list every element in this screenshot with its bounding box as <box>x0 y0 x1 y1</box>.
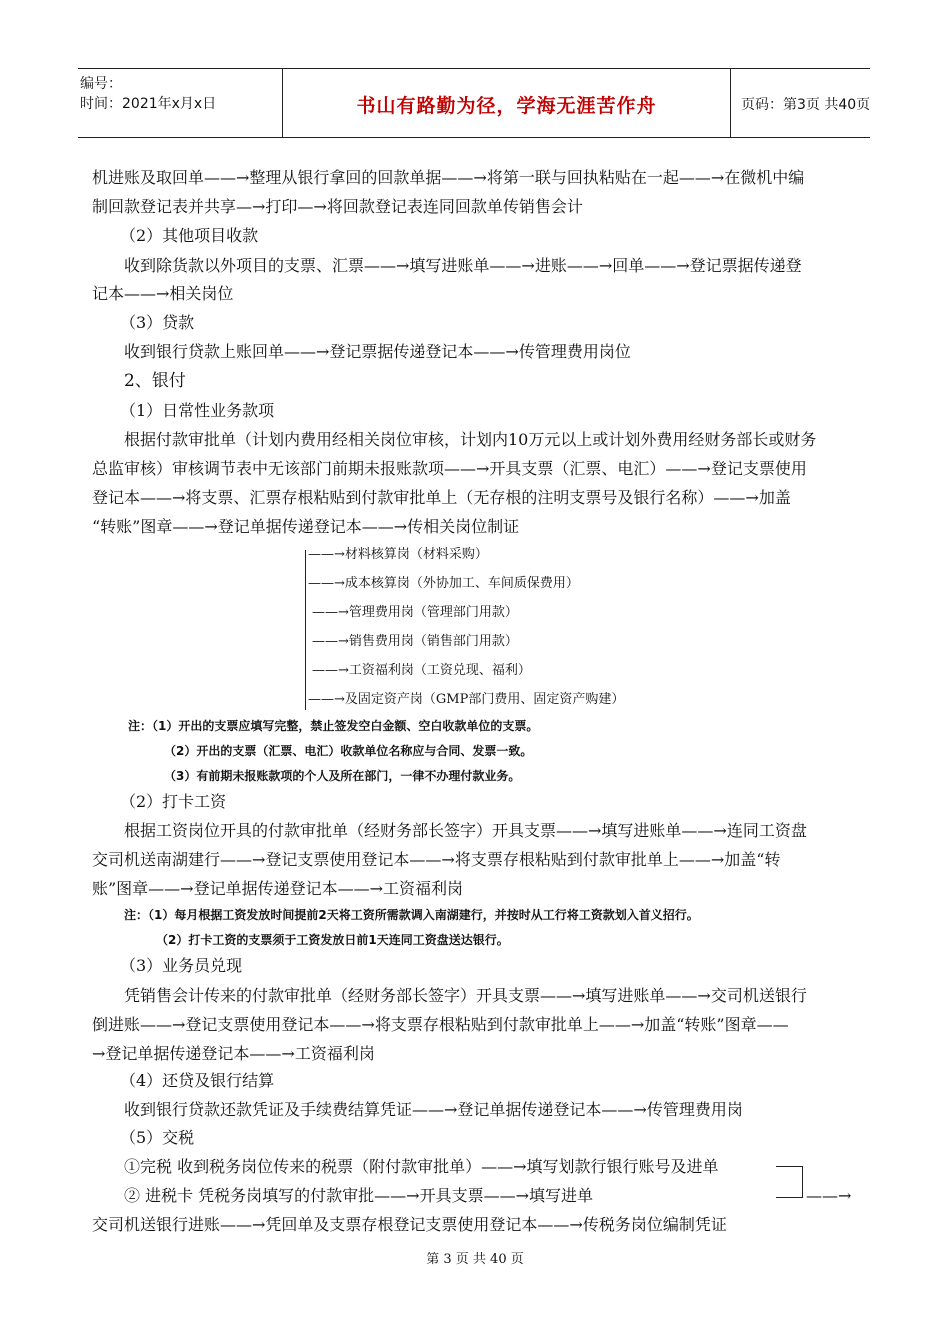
text-line: 倒进账——→登记支票使用登记本——→将支票存根粘贴到付款审批单上——→加盖“转账”图章—— <box>92 1015 789 1034</box>
text-line: 交司机送南湖建行——→登记支票使用登记本——→将支票存根粘贴到付款审批单上——→加盖“转 <box>92 850 781 869</box>
section-heading: （3）业务员兑现 <box>120 956 243 975</box>
text-line: 交司机送银行进账——→凭回单及支票存根登记支票使用登记本——→传税务岗位编制凭证 <box>92 1215 727 1234</box>
section-heading: （1）日常性业务款项 <box>120 401 275 420</box>
page-header <box>78 68 870 138</box>
text-line: 账”图章——→登记单据传递登记本——→工资福利岗 <box>92 879 463 898</box>
motto: 书山有路勤为径，学海无涯苦作舟 <box>356 95 657 117</box>
text-line: 记本——→相关岗位 <box>92 284 234 303</box>
text-line: 收到除货款以外项目的支票、汇票——→填写进账单——→进账——→回单——→登记票据传递登 <box>124 256 802 275</box>
section-heading: （2）其他项目收款 <box>120 226 259 245</box>
text-line: 收到银行贷款上账回单——→登记票据传递登记本——→传管理费用岗位 <box>124 342 631 361</box>
number-label: 编号： <box>80 76 122 92</box>
text-line: ①完税 收到税务岗位传来的税票（附付款审批单）——→填写划款行银行账号及进单 <box>124 1157 719 1176</box>
branch-item: ——→管理费用岗（管理部门用款） <box>312 605 518 620</box>
text-line: 凭销售会计传来的付款审批单（经财务部长签字）开具支票——→填写进账单——→交司机送银行 <box>124 986 807 1005</box>
branch-item: ——→成本核算岗（外协加工、车间质保费用） <box>308 576 579 591</box>
text-line: ② 进税卡 凭税务岗填写的付款审批——→开具支票——→填写进单 <box>124 1186 593 1205</box>
text-line: 机进账及取回单——→整理从银行拿回的回款单据——→将第一联与回执粘贴在一起——→在微机中编 <box>92 168 805 187</box>
branch-item: ——→销售费用岗（销售部门用款） <box>312 634 518 649</box>
note-line: 注：（1）开出的支票应填写完整，禁止签发空白金额、空白收款单位的支票。 <box>128 719 539 733</box>
text-line: 根据付款审批单（计划内费用经相关岗位审核，计划内10万元以上或计划外费用经财务部长或财务 <box>124 430 817 449</box>
note-line: （3）有前期未报账款项的个人及所在部门，一律不办理付款业务。 <box>164 769 521 783</box>
section-heading: （4）还贷及银行结算 <box>120 1071 275 1090</box>
note-line: 注：（1）每月根据工资发放时间提前2天将工资所需款调入南湖建行，并按时从工行将工资款划入首义招行。 <box>124 908 699 922</box>
page-label: 页码：第3页 共40页 <box>741 97 871 113</box>
text-line: 登记本——→将支票、汇票存根粘贴到付款审批单上（无存根的注明支票号及银行名称）——→加盖 <box>92 488 791 507</box>
header-motto-cell <box>283 69 731 137</box>
header-left-cell <box>78 69 283 137</box>
date-label: 时间：2021年x月x日 <box>80 96 217 112</box>
page-footer: 第 3 页 共 40 页 <box>426 1252 524 1267</box>
section-heading: （2）打卡工资 <box>120 792 227 811</box>
text-line: →登记单据传递登记本——→工资福利岗 <box>92 1044 375 1063</box>
text-line: “转账”图章——→登记单据传递登记本——→传相关岗位制证 <box>92 517 520 536</box>
section-heading: 2、银付 <box>124 371 186 391</box>
branch-item: ——→及固定资产岗（GMP部门费用、固定资产购建） <box>308 692 625 707</box>
section-heading: （3）贷款 <box>120 313 195 332</box>
text-line: 根据工资岗位开具的付款审批单（经财务部长签字）开具支票——→填写进账单——→连同工资盘 <box>124 821 807 840</box>
branch-item: ——→工资福利岗（工资兑现、福利） <box>312 663 531 678</box>
text-line: 总监审核）审核调节表中无该部门前期未报账款项——→开具支票（汇票、电汇）——→登记支票使用 <box>92 459 807 478</box>
tax-arrow: ——→ <box>806 1186 852 1205</box>
header-right-cell <box>731 69 870 137</box>
section-heading: （5）交税 <box>120 1128 195 1147</box>
text-line: 制回款登记表并共享—→打印—→将回款登记表连同回款单传销售会计 <box>92 197 583 216</box>
tax-bracket <box>776 1166 803 1198</box>
branch-item: ——→材料核算岗（材料采购） <box>308 547 488 562</box>
note-line: （2）打卡工资的支票须于工资发放日前1天连同工资盘送达银行。 <box>156 933 509 947</box>
note-line: （2）开出的支票（汇票、电汇）收款单位名称应与合同、发票一致。 <box>164 744 533 758</box>
branch-bracket <box>305 550 306 710</box>
text-line: 收到银行贷款还款凭证及手续费结算凭证——→登记单据传递登记本——→传管理费用岗 <box>124 1100 743 1119</box>
